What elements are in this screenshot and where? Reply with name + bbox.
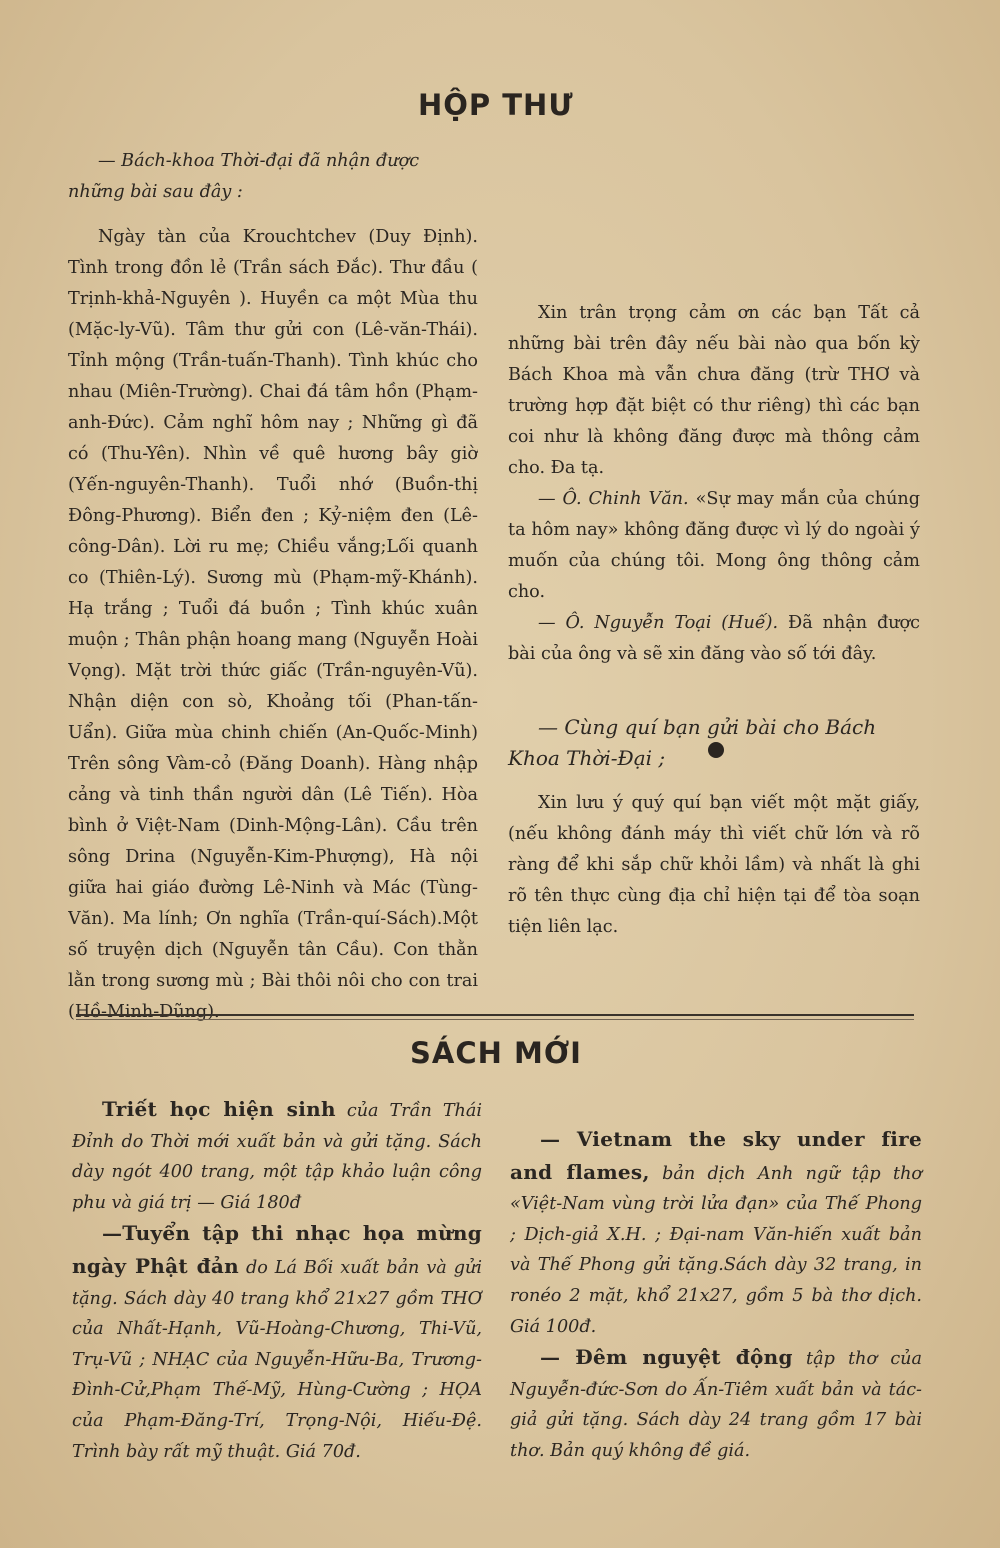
new-books-column-left xyxy=(72,1094,482,1467)
book-entry xyxy=(510,1124,922,1342)
note-nguyen-toai xyxy=(508,608,920,670)
book-title: — Đêm nguyệt động xyxy=(540,1345,793,1370)
section-divider-thin xyxy=(76,1019,914,1020)
note-contributors-heading: — Cùng quí bạn gửi bài cho Bách Khoa Thời-Đại ; xyxy=(508,715,877,770)
note-nguyen-toai-name: — Ô. Nguyễn Toại (Huế). xyxy=(538,613,779,633)
received-articles-list: Ngày tàn của Krouchtchev (Duy Định). Tình trong đồn lẻ (Trần sách Đắc). Thư đầu ( Trịnh-khả-Nguyên ). Huyền ca một Mùa thu (Mặc-ly-Vũ). Tâm thư gửi con (Lê-văn-Thái). Tỉnh mộng (Trần-tuấn-Thanh). Tình khúc cho nhau (Miên-Trường). Chai đá tâm hồn (Phạm-anh-Đức). Cảm nghĩ hôm nay ; Những gì đã có (Thu-Yên). Nhìn về quê hương bây giờ (Yến-nguyên-Thanh). Tuổi nhớ (Buồn-thị Đông-Phương). Biển đen ; Kỷ-niệm đen (Lê-công-Dân). Lời ru mẹ; Chiều vắng;Lối quanh co (Thiên-Lý). Sương mù (Phạm-mỹ-Khánh). Hạ trắng ; Tuổi đá buồn ; Tình khúc xuân muộn ; Thân phận hoang mang (Nguyễn Hoài Vọng). Mặt trời thức giấc (Trần-nguyên-Vũ). Nhận diện con sò, Khoảng tối (Phan-tấn-Uẩn). Giữa mùa chinh chiến (An-Quốc-Minh) Trên sông Vàm-cỏ (Đăng Doanh). Hàng nhập cảng và tinh thần người dân (Lê Tiến). Hòa bình ở Việt-Nam (Dinh-Mộng-Lân). Cầu trên sông Drina (Nguyễn-Kim-Phượng), Hà nội giữa hai giáo đường Lê-Ninh và Mác (Tùng-Văn). Ma lính; Ơn nghĩa (Trần-quí-Sách).Một số truyện dịch (Nguyễn tân Cầu). Con thằn lằn trong sương mù ; Bài thôi nôi cho con trai (Hồ-Minh-Dũng). xyxy=(68,227,478,1022)
mailbox-column-right xyxy=(508,146,920,943)
note-chinh-van xyxy=(508,484,920,608)
book-title: —Tuyển tập thi nhạc họa mừng ngày Phật đản xyxy=(72,1221,482,1278)
book-description: do Lá Bối xuất bản và gửi tặng. Sách dày 40 trang khổ 21x27 gồm THƠ của Nhất-Hạnh, Vũ-Hoàng-Chương, Thi-Vũ, Trụ-Vũ ; NHẠC của Nguyễn-Hữu-Ba, Trương-Đình-Cử,Phạm Thế-Mỹ, Hùng-Cường ; HỌA của Phạm-Đăng-Trí, Trọng-Nội, Hiếu-Đệ. Trình bày rất mỹ thuật. Giá 70đ. xyxy=(72,1257,482,1462)
mailbox-intro: — Bách-khoa Thời-đại đã nhận được những bài sau đây : xyxy=(68,151,420,202)
thanks-paragraph: Xin trân trọng cảm ơn các bạn Tất cả những bài trên đây nếu bài nào qua bốn kỳ Bách Khoa mà vẫn chưa đăng (trừ THƠ và trường hợp đặt biệt có thư riêng) thì các bạn coi như là không đăng được mà thông cảm cho. Đa tạ. xyxy=(508,303,920,478)
section-divider xyxy=(76,1014,914,1016)
list-continuation-space xyxy=(508,146,920,284)
book-description: của Trần Thái Đỉnh do Thời mới xuất bản và gửi tặng. Sách dày ngót 400 trang, một tập khảo luận công phu và giá trị — Giá 180đ xyxy=(72,1101,482,1213)
book-title: Triết học hiện sinh xyxy=(102,1097,336,1121)
note-contributors-text: Xin lưu ý quý quí bạn viết một mặt giấy, (nếu không đánh máy thì viết chữ lớn và rõ ràng để khi sắp chữ khỏi lầm) và nhất là ghi rõ tên thực cùng địa chỉ hiện tại để tòa soạn tiện liên lạc. xyxy=(508,793,920,937)
book-entry xyxy=(72,1094,482,1218)
note-chinh-van-name: — Ô. Chinh Văn. xyxy=(538,489,689,509)
book-title: — Vietnam the sky under fire and flames, xyxy=(510,1127,922,1184)
book-entry xyxy=(510,1342,922,1466)
mailbox-title: HỘP THƯ xyxy=(418,88,574,122)
new-books-column-right xyxy=(510,1094,922,1467)
note-chinh-van-text: «Sự may mắn của chúng ta hôm nay» không đăng được vì lý do ngoài ý muốn của chúng tôi. Mong ông thông cảm cho. xyxy=(508,489,921,602)
note-nguyen-toai-text: Đã nhận được bài của ông và sẽ xin đăng vào số tới đây. xyxy=(508,613,920,664)
book-description: bản dịch Anh ngữ tập thơ «Việt-Nam vùng trời lửa đạn» của Thế Phong ; Dịch-giả X.H. ; Đại-nam Văn-hiến xuất bản và Thế Phong gửi tặng.Sách dày 32 trang, in ronéo 2 mặt, khổ 21x27, gồm 5 bà thơ dịch. Giá 100đ. xyxy=(510,1163,922,1337)
section-bullet xyxy=(708,742,724,758)
book-entry xyxy=(72,1218,482,1467)
new-books-title: SÁCH MỚI xyxy=(410,1036,582,1070)
book-description: tập thơ của Nguyễn-đức-Sơn do Ấn-Tiêm xuất bản và tác-giả gửi tặng. Sách dày 24 trang gồm 17 bài thơ. Bản quý không đề giá. xyxy=(510,1349,923,1461)
